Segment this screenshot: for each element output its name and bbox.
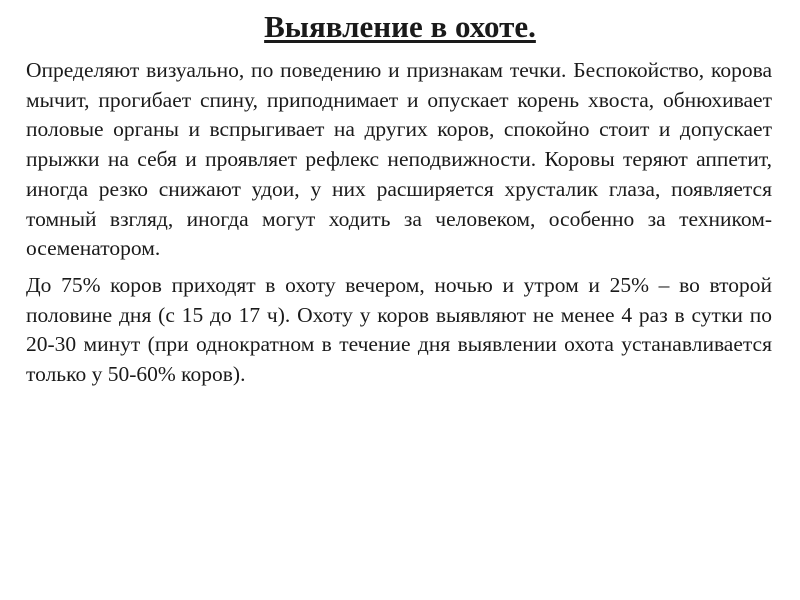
paragraph-detection-timing: До 75% коров приходят в охоту вечером, ночью и утром и 25% – во второй половине дня (с 15 до 17 ч). Охоту у коров выявляют не менее 4 раз в сутки по 20-30 минут (при однократном в течение дня выявлении охота устанавливается только у 50-60% коров). xyxy=(26,272,772,387)
slide-body xyxy=(26,56,772,397)
paragraph-detection-signs: Определяют визуально, по поведению и признакам течки. Беспокойство, корова мычит, прогибает спину, приподнимает и опускает корень хвоста, обнюхивает половые органы и вспрыгивает на других коров, спокойно стоит и допускает прыжки на себя и проявляет рефлекс неподвижности. Коровы теряют аппетит, иногда резко снижают удои, у них расширяется хрусталик глаза, появляется томный взгляд, иногда могут ходить за человеком, особенно за техником-осеменатором. xyxy=(26,58,772,261)
slide-title: Выявление в охоте. xyxy=(264,9,536,44)
